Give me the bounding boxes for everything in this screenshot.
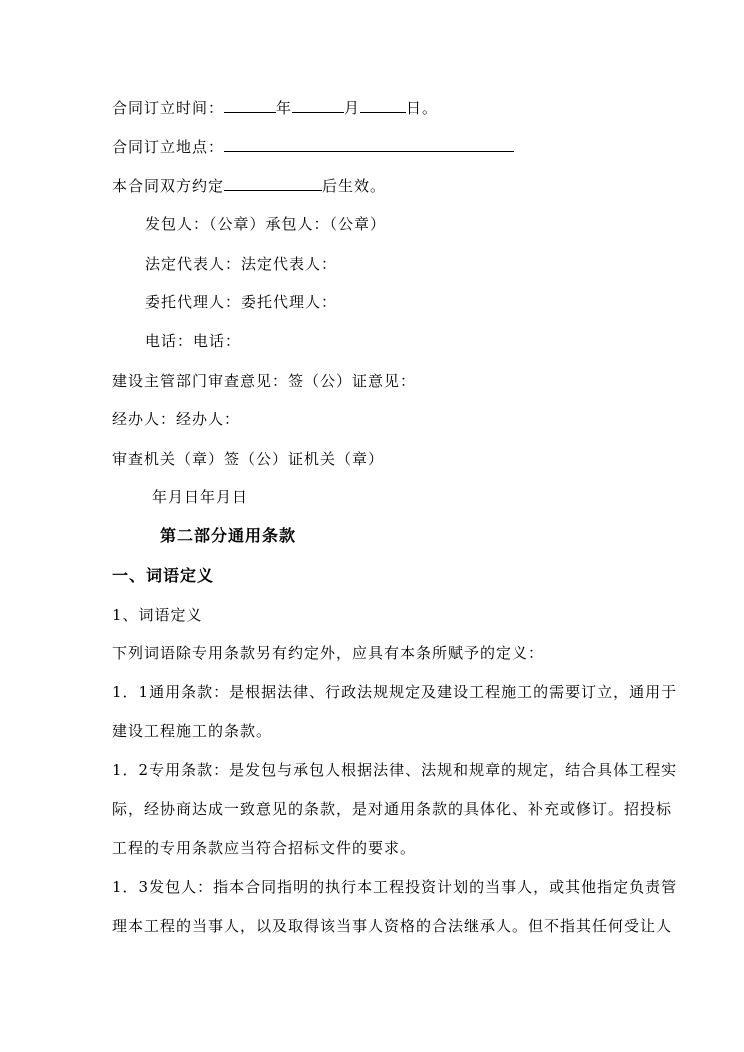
review-opinion-line: 建设主管部门审查意见：签（公）证意见： (112, 372, 417, 390)
body-line: 1．1通用条款：是根据法律、行政法规规定及建设工程施工的需要订立，通用于 (112, 683, 678, 701)
review-org-line: 审查机关（章）签（公）证机关（章） (112, 450, 385, 468)
parties-seal-line: 发包人：（公章）承包人：（公章） (145, 215, 387, 233)
year-text: 年 (276, 99, 293, 117)
place-blank (224, 137, 514, 152)
effect-blank (224, 176, 322, 191)
sign-place-label: 合同订立地点： (112, 138, 225, 156)
body-line: 1．3发包人：指本合同指明的执行本工程投资计划的当事人，或其他指定负责管 (112, 878, 678, 896)
agent-line: 委托代理人：委托代理人： (145, 293, 338, 311)
month-text: 月 (344, 99, 361, 117)
body-line: 际，经协商达成一致意见的条款，是对通用条款的具体化、补充或修订。招投标 (112, 800, 673, 818)
year-blank (224, 98, 276, 113)
section1-title: 一、词语定义 (112, 566, 215, 585)
sign-place-line (112, 137, 514, 157)
month-blank (292, 98, 344, 113)
body-line: 1．2专用条款：是发包与承包人根据法律、法规和规章的规定，结合具体工程实 (112, 761, 678, 779)
day-text: 日。 (406, 99, 439, 117)
clause1-title: 1、词语定义 (112, 606, 203, 624)
effect-line (112, 176, 386, 196)
legal-rep-line: 法定代表人：法定代表人： (145, 255, 338, 273)
day-blank (360, 98, 406, 113)
body-line: 理本工程的当事人，以及取得该当事人资格的合法继承人。但不指其任何受让人 (112, 917, 673, 935)
intro-line: 下列词语除专用条款另有约定外，应具有本条所赋予的定义： (112, 644, 545, 662)
phone-line: 电话：电话： (145, 332, 242, 350)
handler-line: 经办人：经办人： (112, 410, 241, 428)
date-line: 年月日年月日 (152, 488, 249, 506)
body-line: 工程的专用条款应当符合招标文件的要求。 (112, 839, 417, 857)
effect-prefix: 本合同双方约定 (112, 177, 225, 195)
effect-suffix: 后生效。 (322, 177, 387, 195)
sign-time-label: 合同订立时间： (112, 99, 225, 117)
body-line: 建设工程施工的条款。 (112, 722, 273, 740)
sign-time-line (112, 98, 438, 118)
part2-title: 第二部分通用条款 (160, 526, 297, 545)
